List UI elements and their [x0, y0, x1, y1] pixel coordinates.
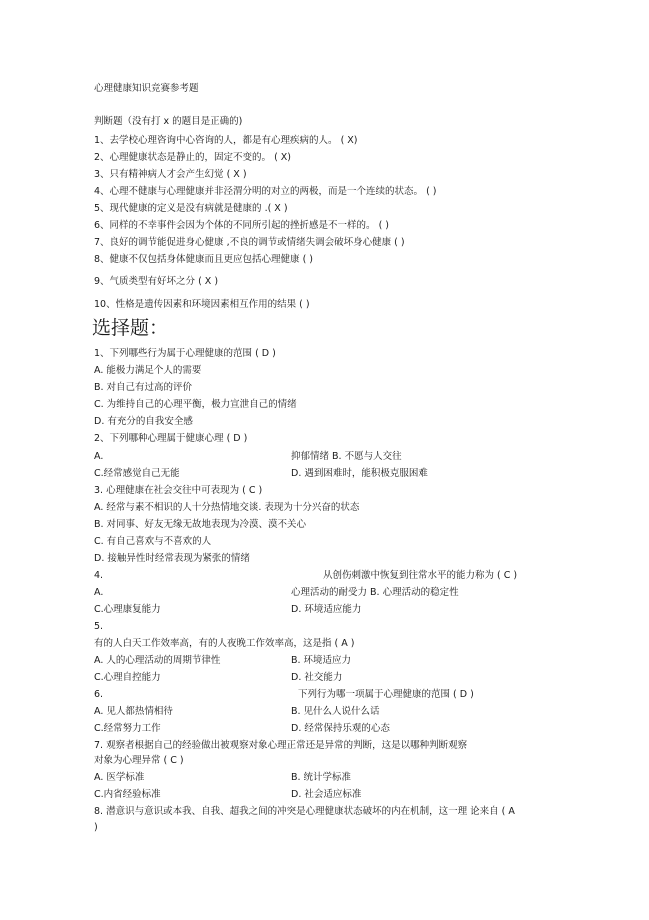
mc-q6-option-d: D. 经常保持乐观的心态 [291, 723, 390, 734]
mc-question-7-continued: 对象为心理异常 ( C ) [94, 755, 184, 766]
mc-q3-option-a: A. 经常与素不相识的人十分热情地交谈. 表现为十分兴奋的状态 [94, 502, 360, 513]
mc-question-5-number: 5. [94, 621, 104, 632]
mc-question-6: 下列行为哪一项属于心理健康的范围 ( D ) [298, 689, 474, 700]
mc-q5-option-c: C.心理自控能力 [94, 672, 161, 683]
tf-question-10: 10、性格是遗传因素和环境因素相互作用的结果 ( ) [94, 299, 310, 310]
tf-question-1: 1、去学校心理咨询中心咨询的人，都是有心理疾病的人。 ( X) [94, 135, 358, 146]
tf-question-6: 6、同样的不幸事件会因为个体的不同所引起的挫折感是不一样的。 ( ) [94, 220, 389, 231]
mc-q2-option-c: C.经常感觉自己无能 [94, 468, 180, 479]
multiple-choice-heading: 选择题： [92, 317, 169, 339]
mc-q1-option-c: C. 为维持自己的心理平衡，极力宣泄自己的情绪 [94, 399, 297, 410]
mc-q4-option-d: D. 环境适应能力 [291, 604, 362, 615]
mc-question-7: 7. 观察者根据自己的经验做出被观察对象心理正常还是异常的判断，这是以哪种判断观察 [94, 740, 468, 751]
tf-question-8: 8、健康不仅包括身体健康而且更应包括心理健康 ( ) [94, 254, 313, 265]
tf-question-2: 2、心理健康状态是静止的，固定不变的。 ( X) [94, 152, 292, 163]
mc-question-8: 8. 潜意识与意识或本我、自我、超我之间的冲突是心理健康状态破坏的内在机制，这一理 论来自 ( A [94, 806, 515, 817]
tf-question-4: 4、心理不健康与心理健康并非泾渭分明的对立的两极，而是一个连续的状态。 ( ) [94, 186, 437, 197]
tf-question-3: 3、只有精神病人才会产生幻觉 ( X ) [94, 169, 247, 180]
mc-q6-option-a: A. 见人都热情相待 [94, 706, 173, 717]
mc-q7-option-c: C.内省经验标准 [94, 789, 161, 800]
mc-q5-option-b: B. 环境适应力 [291, 655, 352, 666]
mc-q7-option-a: A. 医学标准 [94, 772, 145, 783]
mc-question-5: 有的人白天工作效率高，有的人夜晚工作效率高，这是指 ( A ) [94, 638, 355, 649]
tf-question-7: 7、良好的调节能促进身心健康 ,不良的调节或情绪失调会破坏身心健康 ( ) [94, 237, 405, 248]
mc-q2-option-a-marker: A. [94, 451, 104, 462]
mc-q6-option-c: C.经常努力工作 [94, 723, 161, 734]
mc-question-3: 3. 心理健康在社会交往中可表现为 ( C ) [94, 485, 263, 496]
mc-q1-option-b: B. 对自己有过高的评价 [94, 382, 193, 393]
mc-q4-option-c: C.心理康复能力 [94, 604, 161, 615]
mc-q4-option-a-b: 心理活动的耐受力 B. 心理活动的稳定性 [291, 587, 459, 598]
mc-q7-option-d: D. 社会适应标准 [291, 789, 362, 800]
mc-q1-option-d: D. 有充分的自我安全感 [94, 416, 193, 427]
tf-question-5: 5、现代健康的定义是没有病就是健康的 .( X ) [94, 203, 288, 214]
mc-q1-option-a: A. 能极力满足个人的需要 [94, 365, 202, 376]
tf-question-9: 9、气质类型有好坏之分 ( X ) [94, 276, 219, 287]
mc-q3-option-d: D. 接触异性时经常表现为紧张的情绪 [94, 553, 250, 564]
mc-q3-option-c: C. 有自己喜欢与不喜欢的人 [94, 536, 212, 547]
doc-title: 心理健康知识竞赛参考题 [94, 83, 199, 94]
mc-question-8-continued: ) [94, 822, 98, 833]
mc-question-6-number: 6. [94, 689, 104, 700]
mc-q5-option-a: A. 人的心理活动的周期节律性 [94, 655, 221, 666]
mc-q4-option-a-marker: A. [94, 587, 104, 598]
mc-q2-option-d: D. 遇到困难时，能积极克服困难 [291, 468, 428, 479]
mc-q6-option-b: B. 见什么人说什么话 [291, 706, 380, 717]
mc-q3-option-b: B. 对同事、好友无缘无故地表现为冷漠、漠不关心 [94, 519, 307, 530]
mc-q7-option-b: B. 统计学标准 [291, 772, 352, 783]
mc-question-2: 2、下列哪种心理属于健康心理 ( D ) [94, 433, 248, 444]
true-false-heading: 判断题（没有打 x 的题目是正确的) [94, 116, 243, 127]
mc-q5-option-d: D. 社交能力 [291, 672, 343, 683]
mc-question-1: 1、下列哪些行为属于心理健康的范围 ( D ) [94, 348, 276, 359]
mc-question-4: 从创伤刺激中恢复到往常水平的能力称为 ( C ) [323, 570, 518, 581]
mc-question-4-number: 4. [94, 570, 104, 581]
mc-q2-option-a-b: 抑郁情绪 B. 不愿与人交往 [291, 451, 402, 462]
